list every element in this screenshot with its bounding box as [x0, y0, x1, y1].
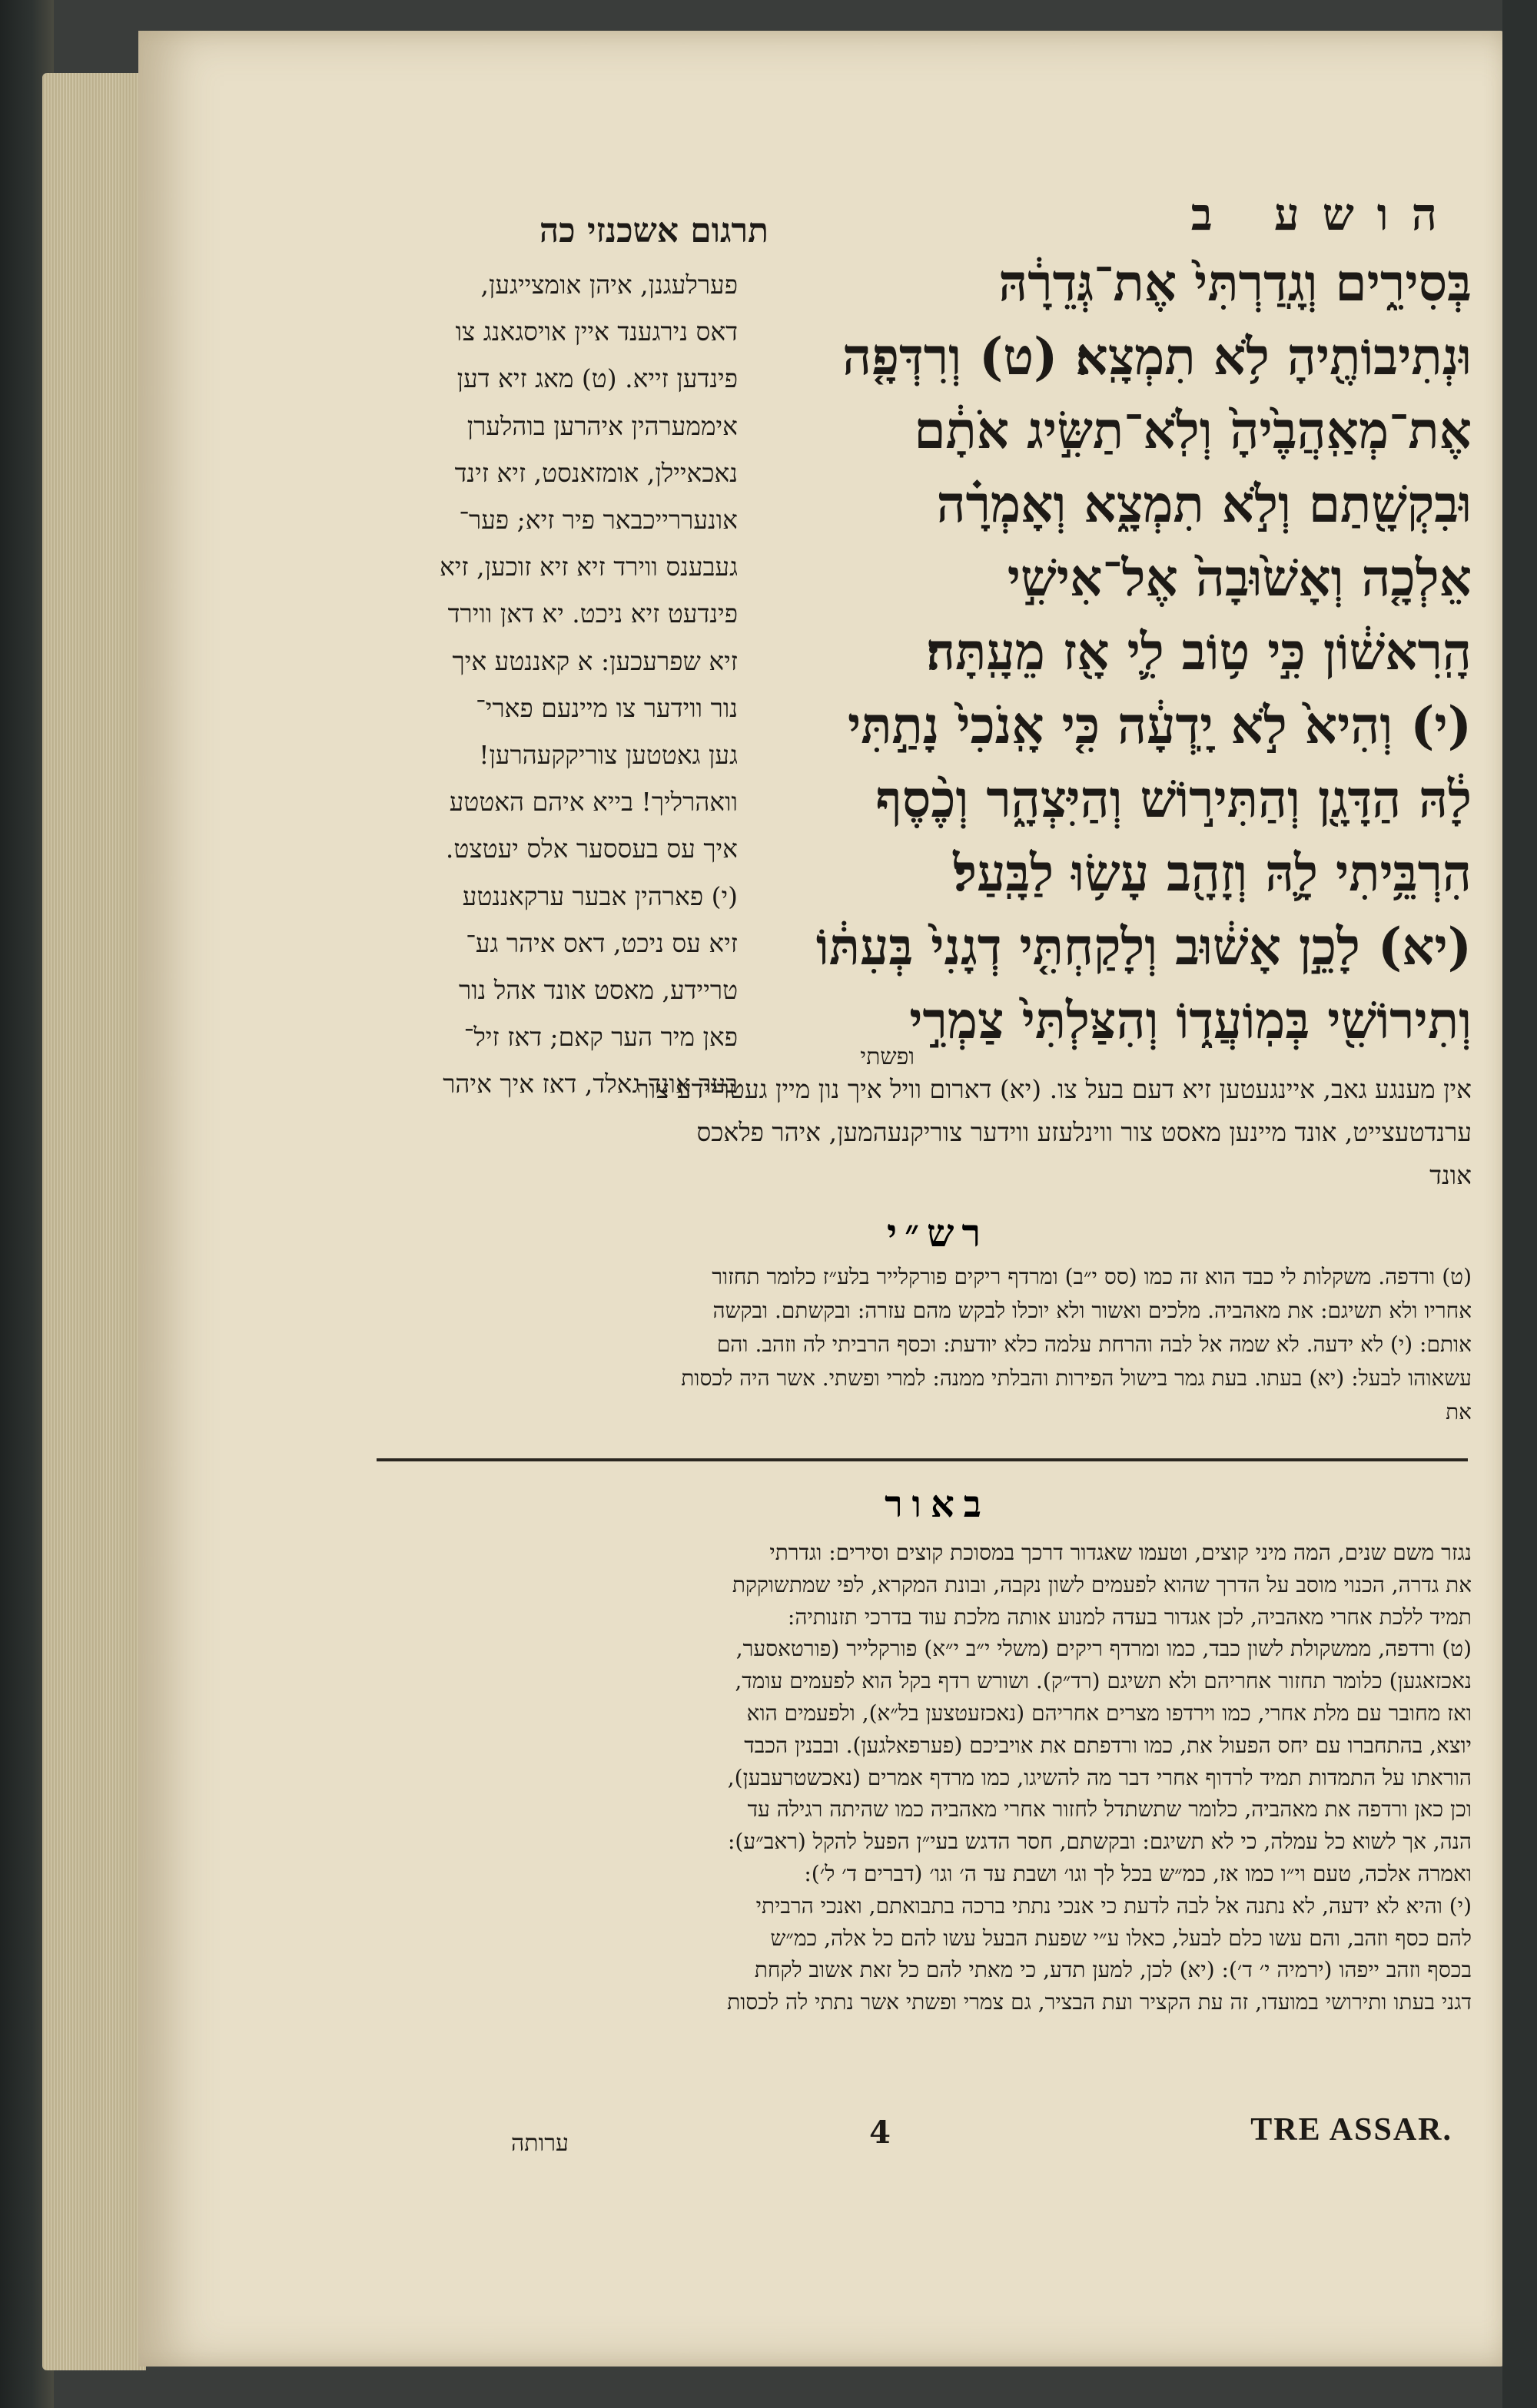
- main-text-line: (י) וְהִיא֙ לֹ֣א יָֽדְעָ֔ה כִּ֤י אָֽנֹכִי֙ נָתַ֣תִּי: [847, 695, 1472, 755]
- translation-line: אין מענגע גאב, איינגעטען זיא דעם בעל צו. (יא) דארום וויל איך נון מיין געטריידע צור: [636, 1074, 1472, 1104]
- biur-line: דגני בעתו ותירושי במועדו, זה עת הקציר ועת הבציר, גם צמרי ופשתי אשר נתתי לה לכסות: [727, 1989, 1472, 2015]
- main-text-line: וּבִקְשָׁ֖תַם וְלֹ֣א תִמְצָ֑א וְאָמְרָ֗ה: [936, 474, 1472, 534]
- biur-line: את גדרה, הכנוי מוסב על הדרך שהוא לפעמים לשון נקבה, ובונת המקרא, לפי שמתשוקקת: [732, 1571, 1472, 1597]
- biur-line: וכן כאן ורדפה את מאהביה, כלומר שתשתדל לחזור אחרי מאהביה כמו שהיתה רגילה עד: [747, 1796, 1472, 1823]
- rashi-line: אותם: (י) לא ידעה. לא שמה אל לבה והרחת עלמה כלא יודעת: וכסף הרביתי לה וזהב. והם: [716, 1332, 1472, 1357]
- main-text-line: (יא) לָכֵ֣ן אָשׁ֔וּב וְלָקַחְתִּ֤י דְגָנִי֙ בְּעִתּ֔וֹ: [815, 917, 1472, 977]
- translation-line: טריידע, מאסט אונד אהל נור: [459, 975, 738, 1006]
- rashi-line: עשאוהו לבעל: (יא) בעתו. בעת גמר בישול הפירות והבלתי ממנה: למרי ופשתי. אשר היה לכסות: [681, 1365, 1472, 1391]
- biur-line: יוצא, בהתחברו עם יחס הפעול את, כמו ורדפתם את אויביכם (פערפאלגען). ובבנין הכבד: [744, 1732, 1472, 1758]
- signature-title: TRE ASSAR.: [1250, 2112, 1452, 2148]
- translation-line: (י) פארהין אבער ערקאננטע: [462, 881, 738, 911]
- main-text-line: הָֽרִאשׁ֔וֹן כִּ֣י ט֥וֹב לִ֛י אָ֖ז מֵעָֽתָּה׃: [926, 622, 1472, 682]
- translation-line: ערנדטעצייט, אונד מיינען מאסט צור ווינלעזע ווידער צוריקנעהמען, איהר פלאכס: [696, 1117, 1472, 1147]
- biur-line: תמיד ללכת אחרי מאהביה, לכן אגדור בעדה למנוע אותה מלכת עוד בדרכי תזנותיה:: [787, 1604, 1472, 1630]
- rashi-line: (ט) ורדפה. משקלות לי כבד הוא זה כמו (סס י״ב) ומרדף ריקים פורקלייר בלע״ז כלומר תחזור: [712, 1264, 1472, 1289]
- rashi-heading: רש״י: [886, 1210, 989, 1255]
- main-text-line: אֵלְכָ֤ה וְאָשׁ֙וּבָה֙ אֶל־אִישִׁ֣י: [1007, 548, 1472, 608]
- translation-column: [338, 261, 738, 1108]
- footer-catchword: ערותה: [511, 2130, 569, 2157]
- translation-line: פינדעט זיא ניכט. יא דאן ווירד: [447, 599, 738, 629]
- rashi-commentary: [369, 1260, 1472, 1429]
- page-stack-edge: [42, 73, 146, 2370]
- biur-line: הנה, אך לשוא כל עמלה, כי לא תשיגם: ובקשתם, חסר הדגש בעי״ן הפעל להקל (ראב״ע):: [728, 1829, 1472, 1855]
- translation-line: פינדען זייא. (ט) מאג זיא דען: [456, 363, 738, 394]
- translation-line: זיא שפרעכען: א קאננטע איך: [452, 645, 738, 676]
- rashi-line: את: [1446, 1399, 1472, 1425]
- translation-line: אונד: [1429, 1160, 1472, 1190]
- biur-line: (ט) ורדפה, ממשקולת לשון כבד, כמו ומרדף ריקים (משלי י״ב י״א) פורקלייר (פורטאסער,: [735, 1636, 1472, 1662]
- translation-line: פאן מיר הער קאם; דאז זיל־: [463, 1022, 738, 1053]
- translation-line: זיא עס ניכט, דאס איהר גע־: [466, 927, 738, 958]
- main-catchword: ופשתי: [860, 1043, 915, 1070]
- translation-line: פערלעגנן, איהן אומצייגען,: [480, 270, 738, 300]
- biur-line: הוראתו על התמדות תמיד לרדוף אחרי דבר מה להשיגו, כמו מרדף אמרים (נאכשטרעבען),: [727, 1764, 1472, 1790]
- background-edge: [1502, 0, 1537, 2408]
- main-text-line: לָ֔הּ הַדָּגָ֖ן וְהַתִּיר֣וֹשׁ וְהַיִּצְהָ֑ר וְכֶ֨סֶף: [875, 769, 1472, 829]
- main-text-line: אֶת־מְאַֽהֲבֶ֙יהָ֙ וְלֹֽא־תַשִּׂ֣יג אֹתָ֔ם: [914, 400, 1472, 460]
- translation-line: געבענס ווירד זיא זיא זוכען, זיא: [439, 552, 738, 582]
- biur-line: נגזר משם שנים, המה מיני קוצים, וטעמו שאגדור דרכך במסוכת קוצים וסירים: וגדרתי: [769, 1540, 1472, 1565]
- biur-line: ואמרה אלכה, טעם וי״ו כמו אז, כמ״ש בכל לך וגו׳ ושבת עד ה׳ וגו׳ (דברים ד׳ ל׳):: [804, 1860, 1472, 1886]
- translation-line: נור ווידער צו מיינעם פארי־: [476, 692, 738, 723]
- translation-line: דאס נירגענד איין אויסגאנג צו: [455, 317, 738, 347]
- translation-line: איך עס בעססער אלס יעטצט.: [445, 834, 738, 864]
- translation-line: נאכאיילן, אומזאנסט, זיא זינד: [454, 457, 738, 488]
- biur-commentary: [369, 1537, 1472, 2018]
- main-text-line: בְּסִירִ֑ים וְגָֽדַרְתִּי֙ אֶת־גְּדֵרָ֔הּ: [998, 253, 1472, 313]
- running-head-targum: תרגום אשכנזי כה: [539, 211, 768, 250]
- biur-line: להם כסף וזהב, והם עשו כלם לבעל, כאלו ע״י שפעת הבעל עשו להם כל אלה, כמ״ש: [770, 1925, 1472, 1951]
- section-divider: [377, 1458, 1468, 1461]
- signature-mark: 4: [869, 2114, 891, 2151]
- biur-line: ואז מחובר עם מלת אחרי, כמו וירדפו מצרים אחריהם (נאכזעטצען בל״א), ולפעמים הוא: [746, 1700, 1472, 1726]
- main-text-column: [738, 246, 1472, 1057]
- biur-heading: באור: [885, 1483, 991, 1526]
- running-head-book: הושע ב: [1190, 188, 1460, 240]
- translation-line: אונעררייכבאר פיר זיא; פער־: [459, 505, 738, 536]
- main-text-line: הִרְבֵּ֥יתִי לָ֛הּ וְזָהָ֖ב עָשׂ֥וּ לַבָּֽעַל׃: [953, 843, 1472, 903]
- translation-line: איממערהין איהרען בוהלערן: [466, 410, 738, 441]
- main-text-line: וְתִירוֹשִׁ֖י בְּמֽוֹעֲד֑וֹ וְהִצַּלְתִּי֙ צַמְרִ֣י: [909, 990, 1472, 1050]
- rashi-line: אחריו ולא תשיגם: את מאהביה. מלכים ואשור ולא יוכלו לבקש מהם עזרה: ובקשתם. ובקשה: [712, 1298, 1472, 1323]
- translation-line: בער אונד גאלד, דאז איך איהר: [443, 1069, 738, 1100]
- translation-continuation: [354, 1068, 1472, 1197]
- translation-line: וואהרליך! בייא איהם האטטע: [449, 787, 738, 818]
- biur-line: (י) והיא לא ידעה, לא נתנה אל לבה לדעת כי אנכי נתתי ברכה בתבואתם, ואנכי הרביתי: [755, 1892, 1472, 1919]
- biur-line: נאכזאגען) כלומר תחזור אחריהם ולא תשיגם (רד״ק). ושורש רדף בקל הוא לפעמים עומד,: [735, 1668, 1472, 1694]
- biur-line: בכסף וזהב ייפהו (ירמיה י׳ ד׳): (יא) לכן, למען תדע, כי מאתי להם כל זאת אשוב לקחת: [754, 1957, 1472, 1983]
- main-text-line: וּנְתִיבוֹתֶ֖יהָ לֹ֥א תִמְצָֽא׃ (ט) וְרִדְּפָ֤ה: [842, 327, 1472, 386]
- translation-line: גען גאטטען צוריקקעהרען!: [479, 740, 738, 771]
